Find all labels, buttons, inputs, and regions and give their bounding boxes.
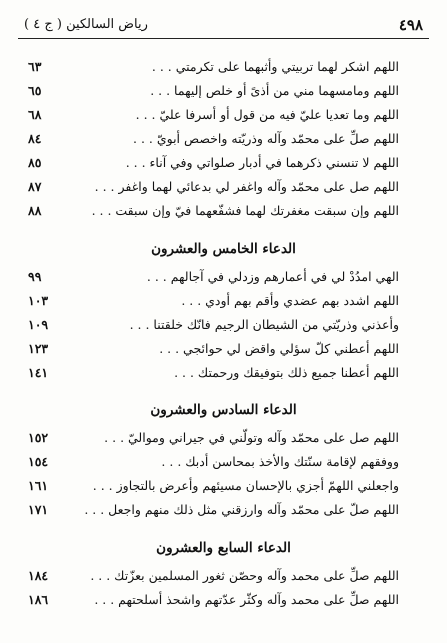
index-entry <box>18 291 429 313</box>
entry-text: اللهم صل على محمّد وآله واغفر لي بدعائي لهما واغفر . . . <box>94 179 399 194</box>
section-heading: الدعاء الخامس والعشرون <box>151 241 296 257</box>
entry-page-number: ١٢٣ <box>28 341 49 356</box>
index-entry <box>18 452 429 474</box>
entry-text: اللهم صلِّ على محمد وآله وكثّر عدّتهم واشحذ أسلحتهم . . . <box>94 592 399 607</box>
entry-text: اللهم أعطني كلّ سؤلي واقض لي حوائجي . . . <box>159 341 399 356</box>
page-number: ٤٩٨ <box>398 16 423 34</box>
entry-text: الهي امدُدْ لي في أعمارهم وزدلي في آجالهم . . . <box>146 269 399 284</box>
index-entry <box>18 57 429 79</box>
index-entry <box>18 153 429 175</box>
entry-text: واجعلني اللهمّ أجزي بالإحسان مسيئهم وأعرض بالتجاوز . . . <box>92 478 399 493</box>
entry-page-number: ٨٤ <box>28 131 42 146</box>
entry-page-number: ١٦١ <box>28 478 49 493</box>
page-header <box>18 14 429 39</box>
index-entry <box>18 177 429 199</box>
entry-page-number: ٦٥ <box>28 83 42 98</box>
entry-text: وأعذني وذريّتي من الشيطان الرجيم فانّك خلقتنا . . . <box>129 317 399 332</box>
entry-text: اللهم لا تنسني ذكرهما في أدبار صلواتي وفي آناء . . . <box>125 155 399 170</box>
entry-text: اللهم صلِّ على محمد وآله وحصّن ثغور المسلمين بعزّتك . . . <box>90 568 399 583</box>
entry-page-number: ٨٧ <box>28 179 42 194</box>
index-entry <box>18 590 429 612</box>
index-entry <box>18 201 429 223</box>
entry-page-number: ٨٥ <box>28 155 42 170</box>
index-entry <box>18 105 429 127</box>
entry-page-number: ١٥٢ <box>28 430 49 445</box>
entry-page-number: ١٨٤ <box>28 568 49 583</box>
section-heading: الدعاء السادس والعشرون <box>150 402 297 418</box>
entry-page-number: ٦٨ <box>28 107 42 122</box>
entry-text: اللهم صلّ على محمّد وآله وارزقني مثل ذلك منهم واجعل . . . <box>84 502 399 517</box>
index-entry <box>18 267 429 289</box>
entry-text: اللهم صلِّ على محمّد وآله وذريّته واخصص أبويّ . . . <box>133 131 399 146</box>
entry-text: اللهم ومامسهما مني من أذىً أو خلص إليهما . . . <box>150 83 399 98</box>
entry-page-number: ٨٨ <box>28 203 42 218</box>
entry-page-number: ٦٣ <box>28 59 42 74</box>
index-entry <box>18 339 429 361</box>
index-entry <box>18 566 429 588</box>
entry-page-number: ٩٩ <box>28 269 42 284</box>
index-entry <box>18 500 429 522</box>
entry-page-number: ١٠٣ <box>28 293 49 308</box>
entry-page-number: ١٤١ <box>28 365 49 380</box>
index-entry <box>18 81 429 103</box>
entry-text: ووفقهم لإقامة سنّتك والأخذ بمحاسن أدبك . . . <box>161 454 399 469</box>
running-title: رياض السالكين ( ج ٤ ) <box>24 17 148 32</box>
entry-page-number: ١٠٩ <box>28 317 49 332</box>
entry-page-number: ١٧١ <box>28 502 49 517</box>
entry-text: اللهم اشكر لهما تربيتي وأثبهما على تكرمتي . . . <box>151 59 399 74</box>
index-entry <box>18 363 429 385</box>
entry-text: اللهم صل على محمّد وآله وتولّني في جيراني ومواليّ . . . <box>104 430 399 445</box>
entry-text: اللهم وإن سبقت مغفرتك لهما فشفّعهما فيّ وإن سبقت . . . <box>91 203 399 218</box>
entry-page-number: ١٨٦ <box>28 592 49 607</box>
entry-text: اللهم أعطنا جميع ذلك بتوفيقك ورحمتك . . . <box>174 365 399 380</box>
entry-text: اللهم وما تعديا عليّ فيه من قول أو أسرفا عليّ . . . <box>135 107 399 122</box>
index-entry <box>18 428 429 450</box>
entry-page-number: ١٥٤ <box>28 454 49 469</box>
index-entry <box>18 315 429 337</box>
section-heading: الدعاء السابع والعشرون <box>156 540 291 556</box>
index-entry <box>18 129 429 151</box>
index-entry <box>18 476 429 498</box>
entry-text: اللهم اشدد بهم عضدي وأقم بهم أودي . . . <box>181 293 399 308</box>
